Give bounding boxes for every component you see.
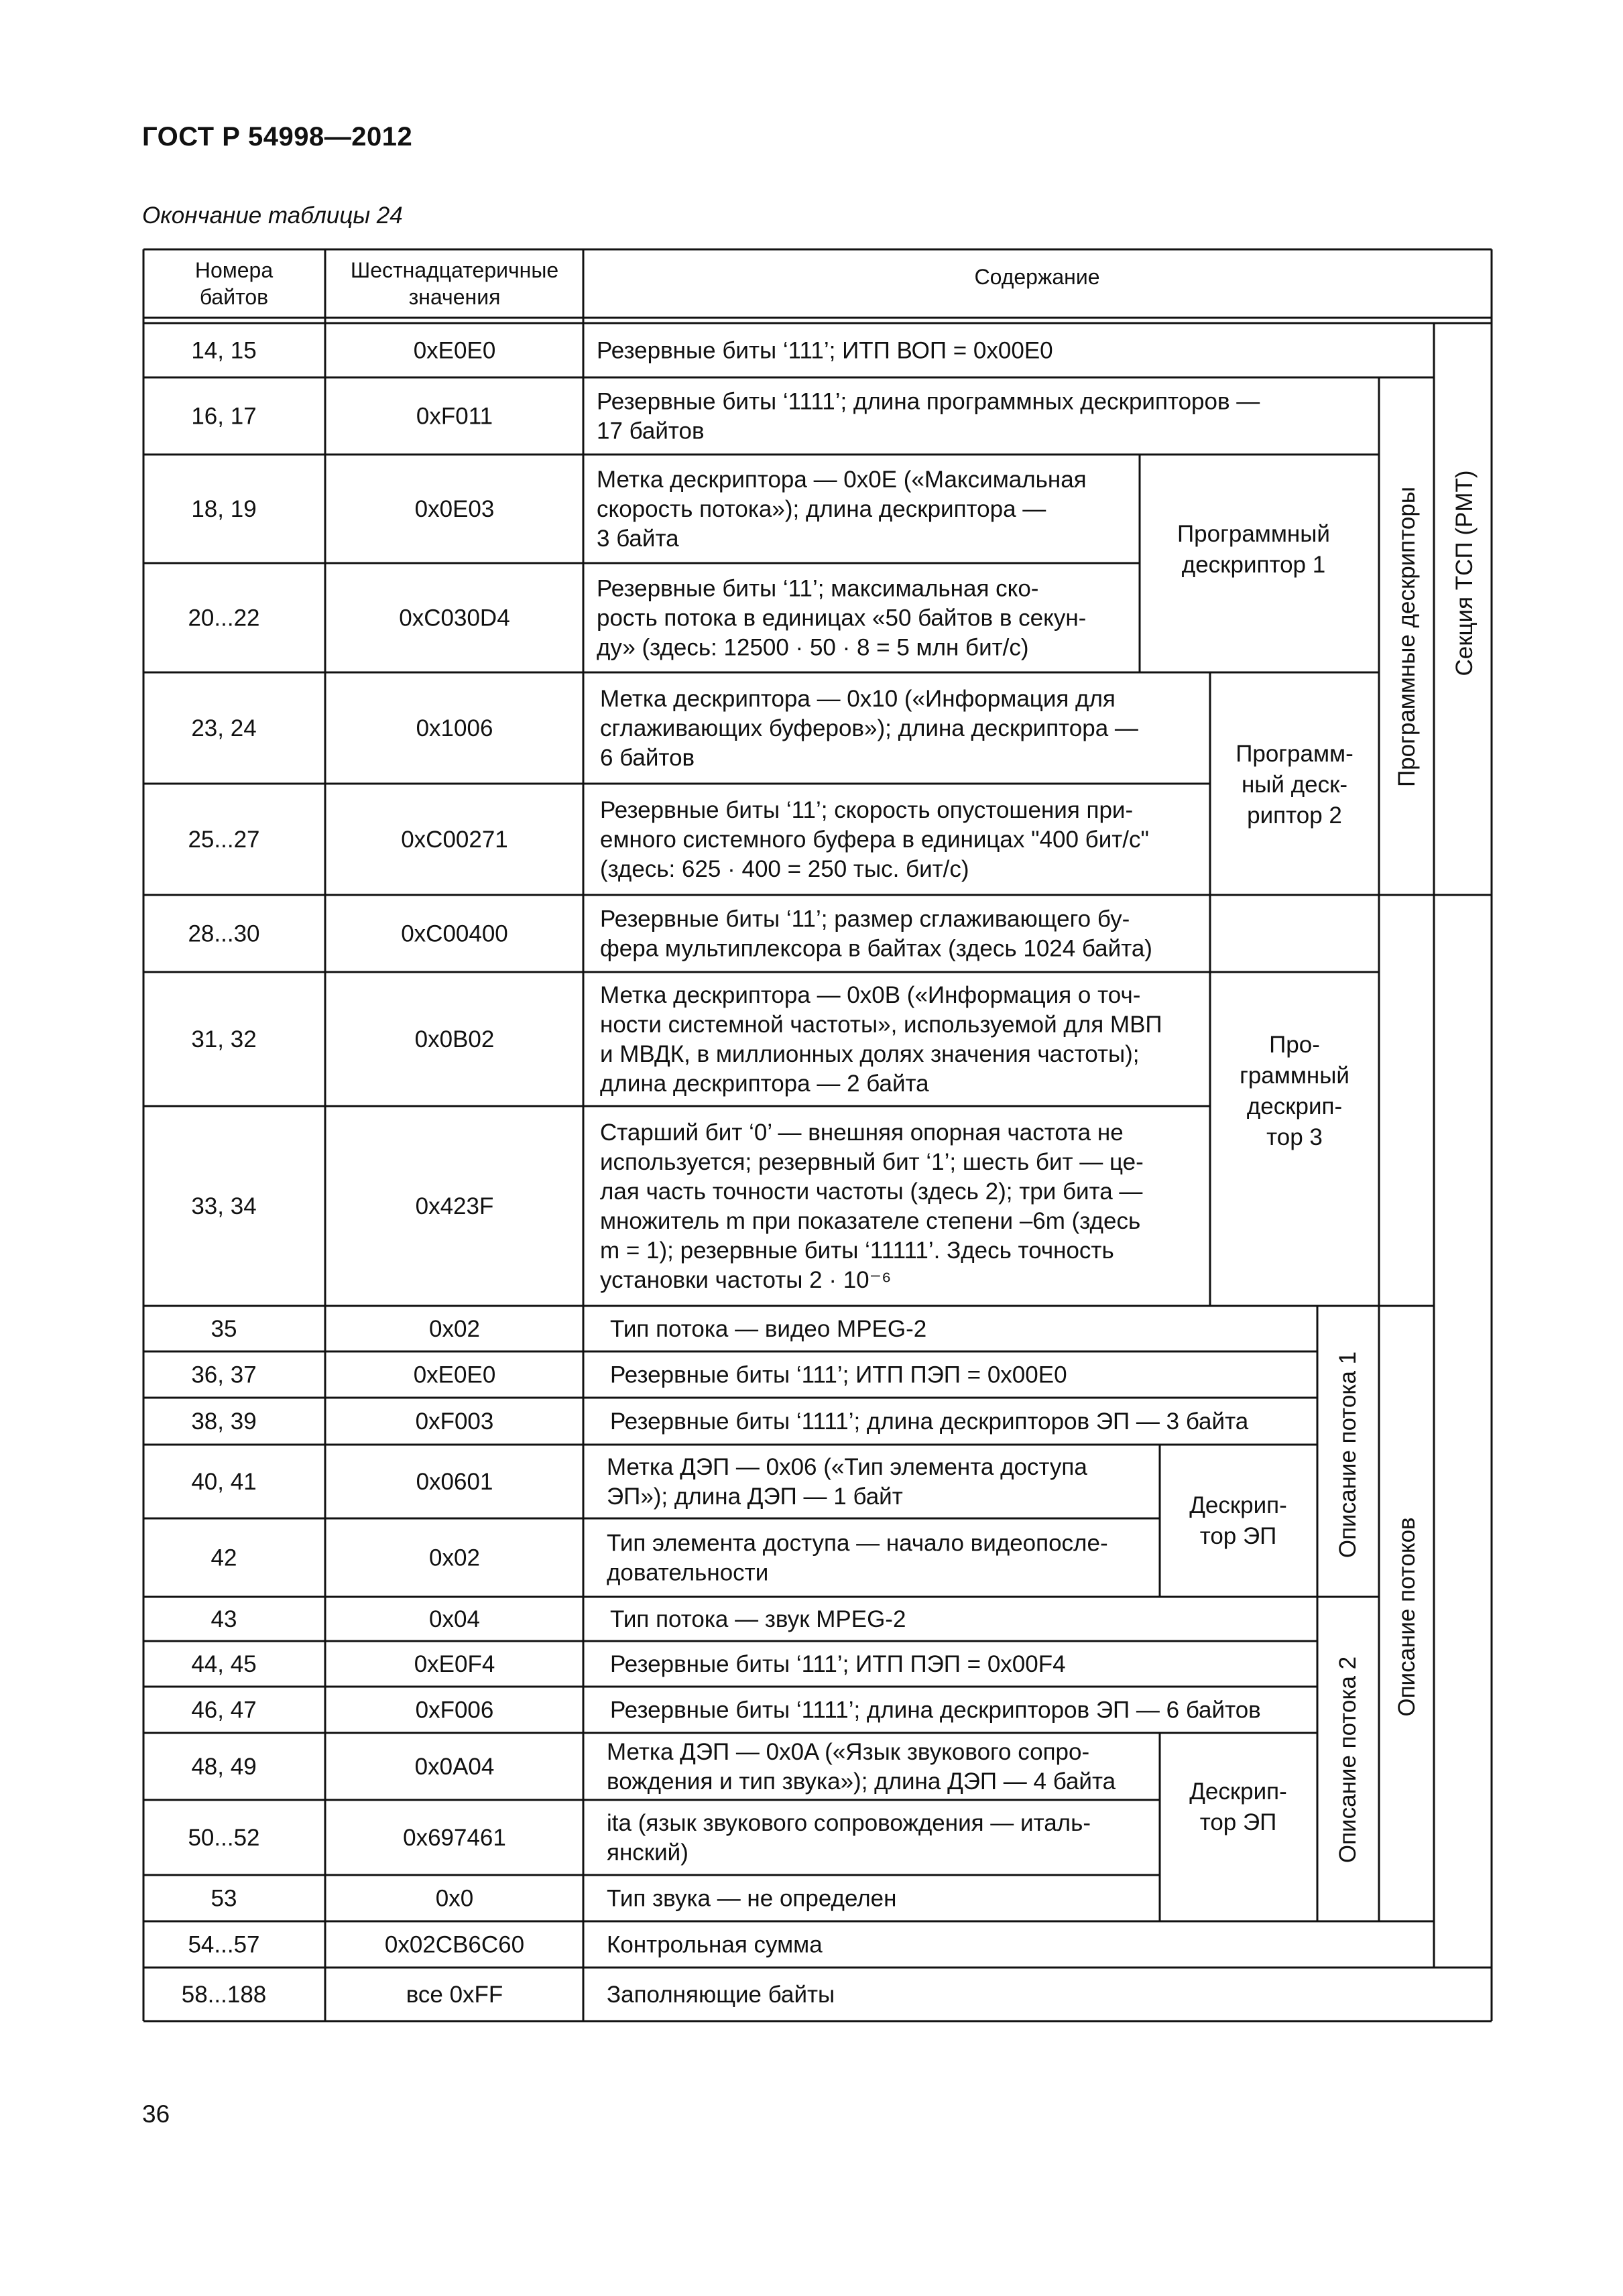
row-content: Старший бит ‘0’ — внешняя опорная частота не [600, 1120, 1124, 1146]
row-content: 3 байта [597, 526, 679, 552]
row-hex: 0xC00400 [401, 920, 508, 947]
row-content: Тип элемента доступа — начало видеопосле- [607, 1530, 1108, 1557]
row-hex: 0x02 [429, 1316, 480, 1342]
row-content: Метка дескриптора — 0x0E («Максимальная [597, 467, 1087, 493]
row-content: вождения и тип звука»); длина ДЭП — 4 байта [607, 1768, 1116, 1795]
row-hex: 0x0B02 [414, 1026, 495, 1052]
row-hex: 0x0 [435, 1885, 474, 1912]
row-bytes: 35 [211, 1316, 237, 1342]
row-content: 6 байтов [600, 745, 695, 771]
group-prog-desc-1: дескриптор 1 [1181, 552, 1326, 578]
group-es-desc-2: тор ЭП [1199, 1809, 1277, 1835]
row-content: установки частоты 2 · 10⁻⁶ [600, 1267, 892, 1293]
row-bytes: 20...22 [188, 605, 260, 631]
header-content: Содержание [974, 265, 1100, 289]
table-text [182, 258, 1478, 2008]
row-content: емного системного буфера в единицах "400 бит/с" [600, 827, 1149, 853]
header-bytes: байтов [199, 285, 269, 309]
row-content: скорость потока»); длина дескриптора — [597, 496, 1046, 522]
row-hex: 0x04 [429, 1606, 480, 1632]
vertical-stream-2: Описание потока 2 [1335, 1656, 1361, 1864]
row-content: и МВДК, в миллионных долях значения частоты); [600, 1041, 1140, 1067]
row-content: ности системной частоты», используемой для МВП [600, 1012, 1162, 1038]
row-content: ЭП»); длина ДЭП — 1 байт [607, 1484, 903, 1510]
row-content: Резервные биты ‘11’; скорость опустошения при- [600, 797, 1134, 823]
row-hex: 0x0E03 [414, 496, 495, 522]
row-bytes: 44, 45 [191, 1651, 257, 1677]
page-number: 36 [142, 2100, 170, 2128]
row-content: длина дескриптора — 2 байта [600, 1071, 929, 1097]
row-bytes: 33, 34 [191, 1193, 257, 1219]
row-content: 17 байтов [597, 418, 705, 444]
group-prog-desc-1: Программный [1177, 521, 1330, 547]
row-content: Заполняющие байты [607, 1982, 835, 2008]
row-hex: 0x423F [415, 1193, 494, 1219]
row-bytes: 38, 39 [191, 1408, 257, 1435]
row-hex: 0xE0F4 [414, 1651, 495, 1677]
group-prog-desc-3: дескрип- [1246, 1093, 1343, 1120]
row-content: Резервные биты ‘1111’; длина дескрипторов ЭП — 6 байтов [610, 1697, 1261, 1724]
row-bytes: 53 [211, 1885, 237, 1912]
vertical-stream-1: Описание потока 1 [1335, 1351, 1361, 1559]
row-bytes: 58...188 [181, 1982, 267, 2008]
row-content: Резервные биты ‘1111’; длина программных дескрипторов — [597, 388, 1260, 415]
row-content: рость потока в единицах «50 байтов в секун- [597, 605, 1087, 631]
row-bytes: 14, 15 [191, 337, 257, 364]
row-content: используется; резервный бит ‘1’; шесть бит — це- [600, 1149, 1144, 1175]
vertical-prog-descriptors: Программные дескрипторы [1394, 487, 1420, 787]
row-content: Резервные биты ‘111’; ИТП ВОП = 0x00E0 [597, 337, 1053, 364]
row-content: Резервные биты ‘1111’; длина дескрипторов ЭП — 3 байта [610, 1408, 1249, 1435]
group-prog-desc-3: граммный [1240, 1063, 1349, 1089]
document-header: ГОСТ Р 54998—2012 [142, 122, 413, 152]
row-hex: 0x0601 [416, 1469, 493, 1495]
table-caption: Окончание таблицы 24 [142, 202, 403, 229]
group-prog-desc-3: Про- [1269, 1032, 1320, 1058]
row-content: Метка ДЭП — 0x06 («Тип элемента доступа [607, 1454, 1087, 1480]
header-hex: значения [408, 285, 501, 309]
row-content: Тип звука — не определен [607, 1885, 897, 1912]
row-bytes: 40, 41 [191, 1469, 257, 1495]
group-prog-desc-2: Программ- [1236, 741, 1354, 767]
row-bytes: 54...57 [188, 1931, 260, 1958]
row-content: Метка дескриптора — 0x0B («Информация о точ- [600, 982, 1141, 1008]
row-hex: 0x0A04 [414, 1754, 495, 1780]
row-bytes: 36, 37 [191, 1362, 257, 1388]
row-bytes: 46, 47 [191, 1697, 257, 1724]
row-bytes: 42 [211, 1545, 237, 1571]
row-hex: 0xF011 [416, 403, 493, 430]
row-content: (здесь: 625 · 400 = 250 тыс. бит/с) [600, 856, 969, 882]
row-content: ду» (здесь: 12500 · 50 · 8 = 5 млн бит/с) [597, 634, 1029, 661]
row-hex: все 0xFF [406, 1982, 503, 2008]
group-es-desc-2: Дескрип- [1189, 1778, 1287, 1805]
row-bytes: 28...30 [188, 920, 260, 947]
row-bytes: 25...27 [188, 827, 260, 853]
row-hex: 0xF003 [415, 1408, 494, 1435]
row-hex: 0xE0E0 [413, 1362, 496, 1388]
group-prog-desc-2: ный деск- [1241, 772, 1348, 798]
row-bytes: 43 [211, 1606, 237, 1632]
row-bytes: 18, 19 [191, 496, 257, 522]
row-content: ita (язык звукового сопровождения — италь- [607, 1810, 1091, 1836]
group-prog-desc-2: риптор 2 [1247, 802, 1342, 829]
row-bytes: 31, 32 [191, 1026, 257, 1052]
group-es-desc-1: Дескрип- [1189, 1492, 1287, 1518]
row-content: Тип потока — звук MPEG-2 [610, 1606, 906, 1632]
group-prog-desc-3: тор 3 [1266, 1124, 1323, 1150]
row-content: Резервные биты ‘111’; ИТП ПЭП = 0x00E0 [610, 1362, 1067, 1388]
vertical-pmt: Секция ТСП (PMT) [1451, 470, 1478, 676]
row-hex: 0x1006 [416, 715, 493, 741]
row-bytes: 50...52 [188, 1825, 260, 1851]
row-hex: 0xC030D4 [399, 605, 510, 631]
row-content: лая часть точности частоты (здесь 2); три бита — [600, 1179, 1143, 1205]
row-bytes: 23, 24 [191, 715, 257, 741]
row-hex: 0x697461 [403, 1825, 506, 1851]
row-content: фера мультиплексора в байтах (здесь 1024 байта) [600, 935, 1152, 962]
row-content: сглаживающих буферов»); длина дескриптора — [600, 715, 1138, 741]
row-hex: 0x02CB6C60 [384, 1931, 525, 1958]
row-bytes: 16, 17 [191, 403, 257, 430]
row-content: Метка ДЭП — 0x0A («Язык звукового сопро- [607, 1739, 1090, 1765]
row-hex: 0xE0E0 [413, 337, 496, 364]
header-hex: Шестнадцатеричные [350, 258, 559, 282]
row-content: множитель m при показателе степени –6m (здесь [600, 1208, 1141, 1234]
row-content: Резервные биты ‘111’; ИТП ПЭП = 0x00F4 [610, 1651, 1066, 1677]
row-hex: 0xC00271 [401, 827, 508, 853]
row-content: Контрольная сумма [607, 1931, 823, 1958]
row-content: m = 1); резервные биты ‘11111’. Здесь точность [600, 1237, 1114, 1264]
vertical-streams: Описание потоков [1394, 1517, 1420, 1717]
row-bytes: 48, 49 [191, 1754, 257, 1780]
row-hex: 0x02 [429, 1545, 480, 1571]
group-es-desc-1: тор ЭП [1199, 1523, 1277, 1549]
row-content: Тип потока — видео MPEG-2 [610, 1316, 927, 1342]
row-content: янский) [607, 1839, 688, 1866]
header-bytes: Номера [194, 258, 274, 282]
row-hex: 0xF006 [415, 1697, 494, 1724]
row-content: довательности [607, 1559, 769, 1586]
row-content: Резервные биты ‘11’; максимальная ско- [597, 575, 1039, 602]
row-content: Резервные биты ‘11’; размер сглаживающего бу- [600, 906, 1130, 932]
row-content: Метка дескриптора — 0x10 («Информация для [600, 686, 1116, 712]
